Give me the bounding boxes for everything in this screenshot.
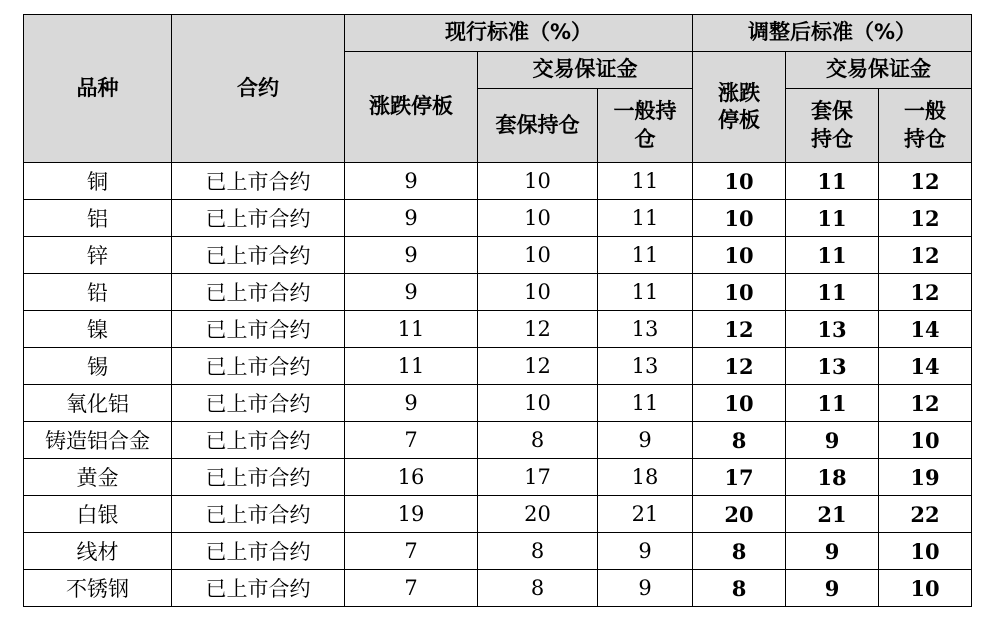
current-limit-cell: 19: [345, 496, 478, 533]
adjusted-limit-cell: 10: [693, 274, 786, 311]
header-adjusted-hedge: 套保持仓: [786, 89, 879, 163]
contract-cell: 已上市合约: [172, 496, 345, 533]
header-current-margin: 交易保证金: [478, 52, 693, 89]
current-hedge-cell: 10: [478, 237, 598, 274]
table-body: [24, 163, 972, 607]
current-general-cell: 11: [598, 237, 693, 274]
current-general-cell: 13: [598, 348, 693, 385]
adjusted-hedge-cell: 9: [786, 570, 879, 607]
adjusted-hedge-cell: 11: [786, 274, 879, 311]
adjusted-limit-cell: 10: [693, 163, 786, 200]
variety-cell: 铜: [24, 163, 172, 200]
contract-cell: 已上市合约: [172, 311, 345, 348]
adjusted-hedge-cell: 11: [786, 200, 879, 237]
current-general-cell: 11: [598, 163, 693, 200]
current-general-cell: 9: [598, 422, 693, 459]
current-limit-cell: 9: [345, 274, 478, 311]
adjusted-general-cell: 12: [879, 274, 972, 311]
contract-cell: 已上市合约: [172, 459, 345, 496]
variety-cell: 镍: [24, 311, 172, 348]
adjusted-general-cell: 12: [879, 385, 972, 422]
header-current-standard: 现行标准（%）: [345, 15, 693, 52]
adjusted-general-cell: 10: [879, 422, 972, 459]
variety-cell: 氧化铝: [24, 385, 172, 422]
header-adjusted-general: 一般持仓: [879, 89, 972, 163]
table-header: [24, 15, 972, 163]
current-general-cell: 18: [598, 459, 693, 496]
adjusted-hedge-cell: 11: [786, 163, 879, 200]
contract-cell: 已上市合约: [172, 200, 345, 237]
adjusted-general-cell: 14: [879, 311, 972, 348]
current-general-cell: 9: [598, 533, 693, 570]
adjusted-limit-cell: 8: [693, 533, 786, 570]
current-hedge-cell: 17: [478, 459, 598, 496]
current-limit-cell: 16: [345, 459, 478, 496]
variety-cell: 黄金: [24, 459, 172, 496]
variety-cell: 铝: [24, 200, 172, 237]
contract-cell: 已上市合约: [172, 570, 345, 607]
contract-cell: 已上市合约: [172, 237, 345, 274]
margin-standards-table: [23, 14, 972, 607]
header-adjusted-limit: 涨跌停板: [693, 52, 786, 163]
table-row: [24, 496, 972, 533]
current-hedge-cell: 8: [478, 422, 598, 459]
adjusted-hedge-cell: 13: [786, 311, 879, 348]
variety-cell: 不锈钢: [24, 570, 172, 607]
current-limit-cell: 9: [345, 385, 478, 422]
current-hedge-cell: 10: [478, 274, 598, 311]
adjusted-hedge-cell: 9: [786, 422, 879, 459]
table-row: [24, 311, 972, 348]
table-row: [24, 348, 972, 385]
adjusted-hedge-cell: 21: [786, 496, 879, 533]
adjusted-limit-cell: 8: [693, 570, 786, 607]
current-general-cell: 11: [598, 200, 693, 237]
current-limit-cell: 9: [345, 200, 478, 237]
current-limit-cell: 9: [345, 237, 478, 274]
adjusted-general-cell: 12: [879, 200, 972, 237]
adjusted-hedge-cell: 18: [786, 459, 879, 496]
table-row: [24, 200, 972, 237]
adjusted-limit-cell: 12: [693, 348, 786, 385]
table-row: [24, 237, 972, 274]
header-contract: 合约: [172, 15, 345, 163]
current-general-cell: 11: [598, 385, 693, 422]
adjusted-limit-cell: 10: [693, 237, 786, 274]
current-hedge-cell: 12: [478, 348, 598, 385]
variety-cell: 线材: [24, 533, 172, 570]
current-hedge-cell: 10: [478, 200, 598, 237]
contract-cell: 已上市合约: [172, 348, 345, 385]
header-current-limit: 涨跌停板: [345, 52, 478, 163]
current-limit-cell: 7: [345, 422, 478, 459]
adjusted-limit-cell: 10: [693, 385, 786, 422]
variety-cell: 白银: [24, 496, 172, 533]
table-row: [24, 163, 972, 200]
current-hedge-cell: 10: [478, 163, 598, 200]
contract-cell: 已上市合约: [172, 533, 345, 570]
variety-cell: 铸造铝合金: [24, 422, 172, 459]
variety-cell: 锡: [24, 348, 172, 385]
adjusted-limit-cell: 20: [693, 496, 786, 533]
header-variety: 品种: [24, 15, 172, 163]
adjusted-general-cell: 22: [879, 496, 972, 533]
current-hedge-cell: 8: [478, 570, 598, 607]
adjusted-limit-cell: 10: [693, 200, 786, 237]
adjusted-hedge-cell: 13: [786, 348, 879, 385]
table-row: [24, 422, 972, 459]
adjusted-general-cell: 10: [879, 570, 972, 607]
current-limit-cell: 11: [345, 311, 478, 348]
contract-cell: 已上市合约: [172, 385, 345, 422]
header-current-general: 一般持仓: [598, 89, 693, 163]
variety-cell: 铅: [24, 274, 172, 311]
adjusted-limit-cell: 12: [693, 311, 786, 348]
adjusted-general-cell: 14: [879, 348, 972, 385]
adjusted-general-cell: 19: [879, 459, 972, 496]
current-hedge-cell: 10: [478, 385, 598, 422]
adjusted-general-cell: 10: [879, 533, 972, 570]
current-general-cell: 13: [598, 311, 693, 348]
current-general-cell: 9: [598, 570, 693, 607]
adjusted-hedge-cell: 11: [786, 237, 879, 274]
current-hedge-cell: 20: [478, 496, 598, 533]
adjusted-general-cell: 12: [879, 163, 972, 200]
variety-cell: 锌: [24, 237, 172, 274]
adjusted-general-cell: 12: [879, 237, 972, 274]
adjusted-hedge-cell: 11: [786, 385, 879, 422]
table-row: [24, 385, 972, 422]
adjusted-limit-cell: 8: [693, 422, 786, 459]
table-row: [24, 274, 972, 311]
contract-cell: 已上市合约: [172, 163, 345, 200]
contract-cell: 已上市合约: [172, 274, 345, 311]
contract-cell: 已上市合约: [172, 422, 345, 459]
table-row: [24, 459, 972, 496]
current-hedge-cell: 12: [478, 311, 598, 348]
current-general-cell: 21: [598, 496, 693, 533]
header-adjusted-margin: 交易保证金: [786, 52, 972, 89]
current-limit-cell: 7: [345, 570, 478, 607]
table-row: [24, 570, 972, 607]
header-current-hedge: 套保持仓: [478, 89, 598, 163]
header-adjusted-standard: 调整后标准（%）: [693, 15, 972, 52]
current-limit-cell: 9: [345, 163, 478, 200]
current-general-cell: 11: [598, 274, 693, 311]
current-limit-cell: 7: [345, 533, 478, 570]
adjusted-limit-cell: 17: [693, 459, 786, 496]
current-hedge-cell: 8: [478, 533, 598, 570]
table-row: [24, 533, 972, 570]
current-limit-cell: 11: [345, 348, 478, 385]
adjusted-hedge-cell: 9: [786, 533, 879, 570]
